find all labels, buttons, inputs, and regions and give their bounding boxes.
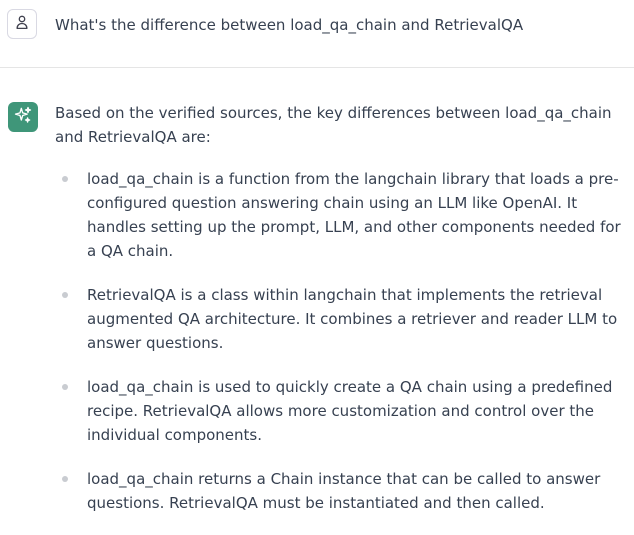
user-message-text: What's the difference between load_qa_chain and RetrievalQA (55, 16, 524, 34)
list-item (55, 283, 627, 355)
list-item (55, 375, 627, 447)
list-item (55, 167, 627, 263)
user-message (0, 0, 634, 68)
assistant-intro-text: Based on the verified sources, the key differences between load_qa_chain and RetrievalQA are: (55, 104, 612, 146)
list-item-text: load_qa_chain returns a Chain instance that can be called to answer questions. RetrievalQA must be instantiated and then called. (87, 470, 601, 512)
list-item (55, 467, 627, 515)
bullet-marker (62, 384, 68, 390)
assistant-message-content (55, 101, 627, 535)
sparkles-icon (13, 105, 33, 129)
list-item-text: load_qa_chain is a function from the langchain library that loads a pre-configured question answering chain using an LLM like OpenAI. It handles setting up the prompt, LLM, and other components needed for a QA chain. (87, 170, 621, 260)
difference-list (55, 167, 627, 515)
assistant-avatar (8, 102, 38, 132)
list-item-text: load_qa_chain is used to quickly create a QA chain using a predefined recipe. RetrievalQA allows more customization and control over the individual components. (87, 378, 613, 444)
bullet-marker (62, 476, 68, 482)
assistant-message (0, 68, 634, 512)
user-avatar (7, 9, 37, 39)
user-icon (13, 13, 31, 35)
bullet-marker (62, 292, 68, 298)
bullet-marker (62, 176, 68, 182)
list-item-text: RetrievalQA is a class within langchain that implements the retrieval augmented QA architecture. It combines a retriever and reader LLM to answer questions. (87, 286, 618, 352)
